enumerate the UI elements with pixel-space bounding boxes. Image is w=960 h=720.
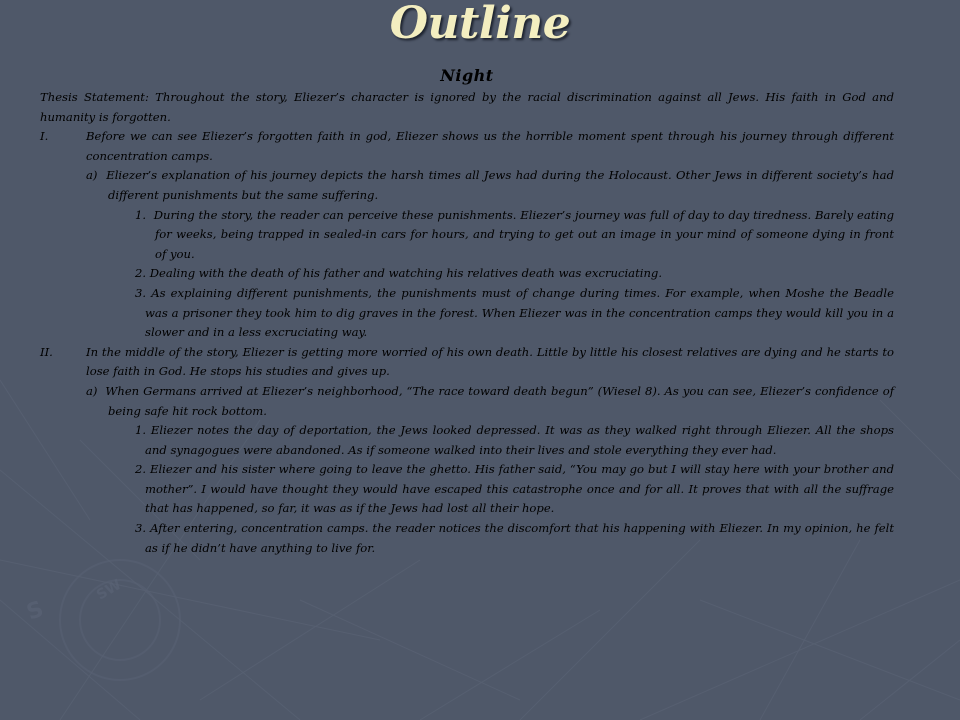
- svg-text:S: S: [23, 596, 47, 626]
- point-item: 3. After entering, concentration camps. the reader notices the discomfort that his happening with Eliezer. In my opinion, he felt as if he didn’t have anything to live for.: [135, 521, 894, 555]
- book-title: Night: [440, 66, 494, 85]
- section-two: [40, 343, 894, 382]
- section-marker: II.: [40, 344, 53, 359]
- point-item: 3. As explaining different punishments, the punishments must of change during times. For example, when Moshe the Beadle was a prisoner they took him to dig graves in the forest. When Eliezer was in the concentration camps they would kill you in a slower and in a less excruciating way.: [135, 285, 894, 340]
- section-one: [40, 127, 894, 166]
- point-item: 1. During the story, the reader can perceive these punishments. Eliezer’s journey was full of day to day tiredness. Barely eating for weeks, being trapped in sealed-in cars for hours, and trying to get out an image in your mind of someone dying in front of you.: [135, 207, 894, 261]
- outline-content: [40, 64, 894, 558]
- slide-title: Outline: [389, 0, 571, 49]
- thesis-statement: Thesis Statement: Throughout the story, Eliezer’s character is ignored by the racial discrimination against all Jews. His faith in God and humanity is forgotten.: [40, 90, 894, 124]
- section-text: Before we can see Eliezer’s forgotten faith in god, Eliezer shows us the horrible moment spent through his journey through different concentration camps.: [86, 129, 894, 163]
- subsection-a: a) When Germans arrived at Eliezer’s neighborhood, “The race toward death begun” (Wiesel 8). As you can see, Eliezer’s confidence of being safe hit rock bottom.: [86, 383, 894, 418]
- subsection-a: a) Eliezer’s explanation of his journey depicts the harsh times all Jews had during the Holocaust. Other Jews in different society’s had different punishments but the same suffering.: [86, 168, 894, 202]
- point-item: 2. Eliezer and his sister where going to leave the ghetto. His father said, “You may go but I will stay here with your brother and mother”. I would have thought they would have escaped this catastrophe once and for all. It proves that with all the suffrage that has happened, so far, it was as if the Jews had lost all their hope.: [135, 462, 894, 516]
- point-item: 2. Dealing with the death of his father and watching his relatives death was excruciating.: [135, 266, 663, 281]
- section-marker: I.: [40, 129, 49, 144]
- point-item: 1. Eliezer notes the day of deportation, the Jews looked depressed. It was as they walked right through Eliezer. All the shops and synagogues were abandoned. As if someone walked into their lives and stole everything they ever had.: [135, 423, 894, 457]
- svg-text:SW: SW: [94, 576, 125, 604]
- section-text: In the middle of the story, Eliezer is getting more worried of his own death. Little by little his closest relatives are dying and he starts to lose faith in God. He stops his studies and gives up.: [86, 344, 894, 379]
